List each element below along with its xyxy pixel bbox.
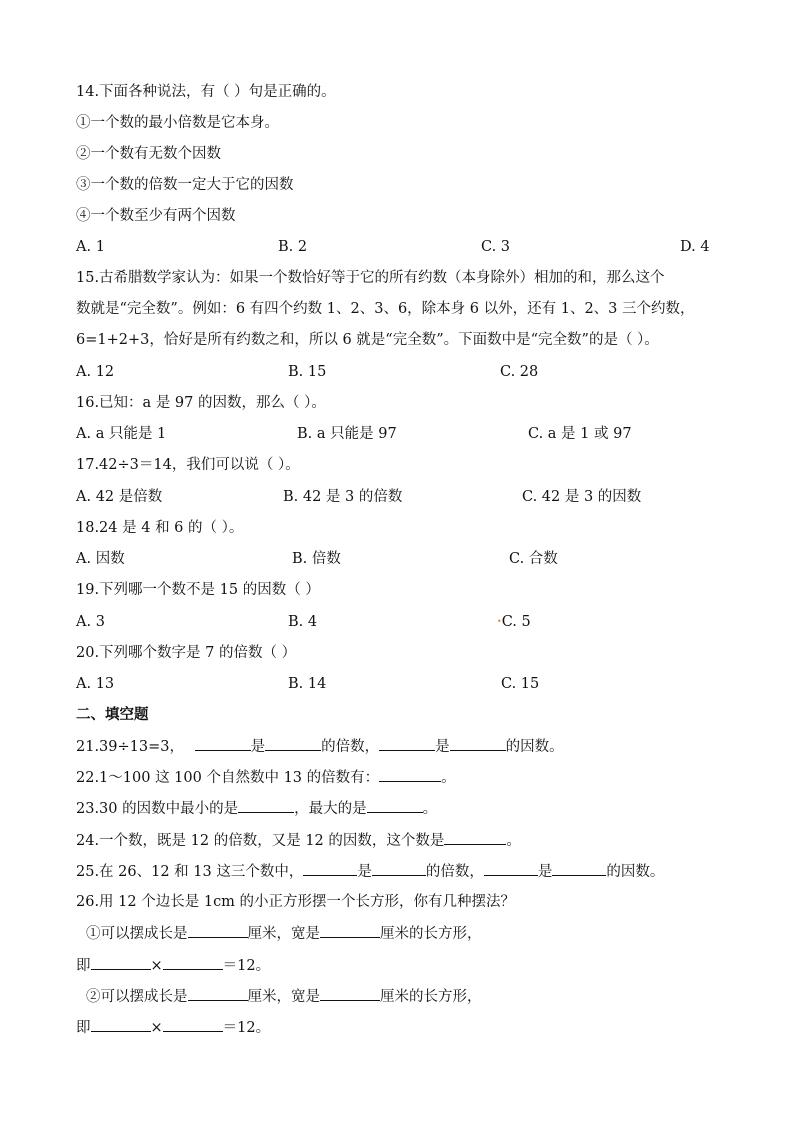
q25-text-4: 的因数。 [606, 864, 665, 880]
q25 [76, 861, 664, 882]
q26-r4-text-c: ＝12。 [222, 1020, 271, 1036]
q17-option-c: C. 42 是 3 的因数 [522, 489, 642, 505]
q25-blank-1[interactable] [303, 861, 357, 876]
q14-item-2: ②一个数有无数个因数 [76, 146, 221, 162]
q15-option-c: C. 28 [500, 364, 539, 380]
q15-option-a: A. 12 [76, 364, 115, 380]
q26-r3-blank-1[interactable] [188, 986, 248, 1001]
q26-r3-blank-2[interactable] [320, 986, 380, 1001]
q25-blank-2[interactable] [372, 861, 426, 876]
q21-blank-2[interactable] [265, 736, 321, 751]
q26-r4-text-a: 即 [76, 1020, 91, 1036]
q19-option-a: A. 3 [76, 614, 105, 630]
q26-r3-text-c: 厘米的长方形， [380, 989, 482, 1005]
q20-option-b: B. 14 [288, 676, 327, 692]
q21-blank-4[interactable] [450, 736, 506, 751]
q16-option-c: C. a 是 1 或 97 [528, 426, 632, 442]
q22-prefix: 22.1～100 这 100 个自然数中 13 的倍数有： [76, 770, 380, 786]
q21-text-2: 的倍数， [321, 739, 380, 755]
q14-option-b: B. 2 [278, 239, 308, 255]
q17-option-b: B. 42 是 3 的倍数 [283, 489, 403, 505]
q26-row-4 [76, 1017, 270, 1038]
q23 [76, 798, 437, 819]
q15-line-3: 6=1+2+3，恰好是所有约数之和，所以 6 就是“完全数”。下面数中是“完全数”的是（ ）。 [76, 332, 659, 348]
q24 [76, 830, 521, 851]
q26-r1-blank-1[interactable] [188, 923, 248, 938]
q18-stem: 18.24 是 4 和 6 的（ ）。 [76, 520, 244, 536]
q21-blank-3[interactable] [379, 736, 435, 751]
q14-option-d: D. 4 [680, 239, 710, 255]
q26-r2-text-a: 即 [76, 958, 91, 974]
q24-suffix: 。 [506, 833, 521, 849]
q14-stem: 14.下面各种说法，有（ ）句是正确的。 [76, 84, 336, 100]
q14-item-4: ④一个数至少有两个因数 [76, 208, 236, 224]
q14-item-3: ③一个数的倍数一定大于它的因数 [76, 177, 294, 193]
q26-r1-text-b: 厘米，宽是 [247, 926, 320, 942]
q26-r2-blank-1[interactable] [91, 955, 151, 970]
q25-text-1: 是 [357, 864, 372, 880]
section-title: 二、填空题 [76, 706, 149, 723]
q17-option-a: A. 42 是倍数 [76, 489, 163, 505]
q18-option-a: A. 因数 [76, 551, 125, 567]
q16-stem: 16.已知：a 是 97 的因数，那么（ ）。 [76, 395, 326, 411]
q23-blank-1[interactable] [238, 798, 294, 813]
q16-option-a: A. a 只能是 1 [76, 426, 167, 442]
q21-prefix: 21.39÷13=3， [76, 739, 184, 755]
q21-text-4: 的因数。 [505, 739, 564, 755]
q26-r4-blank-2[interactable] [163, 1017, 223, 1032]
q26-r1-blank-2[interactable] [320, 923, 380, 938]
q25-blank-3[interactable] [484, 861, 538, 876]
q20-stem: 20.下列哪个数字是 7 的倍数（ ） [76, 645, 297, 661]
q26-r1-text-a: ①可以摆成长是 [86, 926, 188, 942]
stray-dot-mark: • [497, 617, 502, 626]
q26-r2-blank-2[interactable] [163, 955, 223, 970]
q23-mid: ，最大的是 [294, 801, 367, 817]
q16-option-b: B. a 只能是 97 [297, 426, 397, 442]
q17-stem: 17.42÷3＝14，我们可以说（ ）。 [76, 457, 300, 473]
q19-option-c: C. 5 [501, 614, 531, 630]
q15-line-2: 数就是“完全数”。例如：6 有四个约数 1、2、3、6，除本身 6 以外，还有 1、2、3 三个约数， [76, 301, 695, 317]
q19-stem: 19.下列哪一个数不是 15 的因数（ ） [76, 582, 320, 598]
q24-blank[interactable] [444, 830, 506, 845]
q26-r2-text-c: ＝12。 [222, 958, 271, 974]
q26-r2-times: × [150, 958, 163, 974]
q26-r3-text-b: 厘米，宽是 [247, 989, 320, 1005]
q18-option-c: C. 合数 [509, 551, 558, 567]
q20-option-a: A. 13 [76, 676, 115, 692]
q24-prefix: 24.一个数，既是 12 的倍数，又是 12 的因数，这个数是 [76, 833, 445, 849]
q26-row-2 [76, 955, 270, 976]
q21-text-3: 是 [435, 739, 450, 755]
q14-item-1: ①一个数的最小倍数是它本身。 [76, 115, 279, 131]
q18-option-b: B. 倍数 [292, 551, 341, 567]
q14-option-c: C. 3 [481, 239, 511, 255]
q21-text-1: 是 [250, 739, 266, 755]
q15-option-b: B. 15 [288, 364, 327, 380]
q15-line-1: 15.古希腊数学家认为：如果一个数恰好等于它的所有约数（本身除外）相加的和，那么这个 [76, 270, 665, 286]
q26-stem: 26.用 12 个边长是 1cm 的小正方形摆一个长方形，你有几种摆法？ [76, 894, 516, 910]
q23-prefix: 23.30 的因数中最小的是 [76, 801, 239, 817]
q25-text-2: 的倍数， [425, 864, 484, 880]
q26-r4-blank-1[interactable] [91, 1017, 151, 1032]
q26-r3-text-a: ②可以摆成长是 [86, 989, 188, 1005]
q22 [76, 767, 456, 788]
q25-prefix: 25.在 26、12 和 13 这三个数中， [76, 864, 304, 880]
q14-option-a: A. 1 [76, 239, 105, 255]
q26-r1-text-c: 厘米的长方形， [380, 926, 482, 942]
q19-option-b: B. 4 [288, 614, 318, 630]
q22-suffix: 。 [441, 770, 456, 786]
q19-option-c-wrap [497, 612, 531, 634]
q23-suffix: 。 [422, 801, 438, 817]
q20-option-c: C. 15 [501, 676, 540, 692]
q26-row-3 [86, 986, 482, 1007]
q25-blank-4[interactable] [552, 861, 606, 876]
q26-r4-times: × [150, 1020, 163, 1036]
q25-text-3: 是 [537, 864, 553, 880]
q23-blank-2[interactable] [367, 798, 423, 813]
q21 [76, 736, 564, 757]
q21-blank-1[interactable] [195, 736, 251, 751]
q26-row-1 [86, 923, 482, 944]
q22-blank[interactable] [379, 767, 441, 782]
